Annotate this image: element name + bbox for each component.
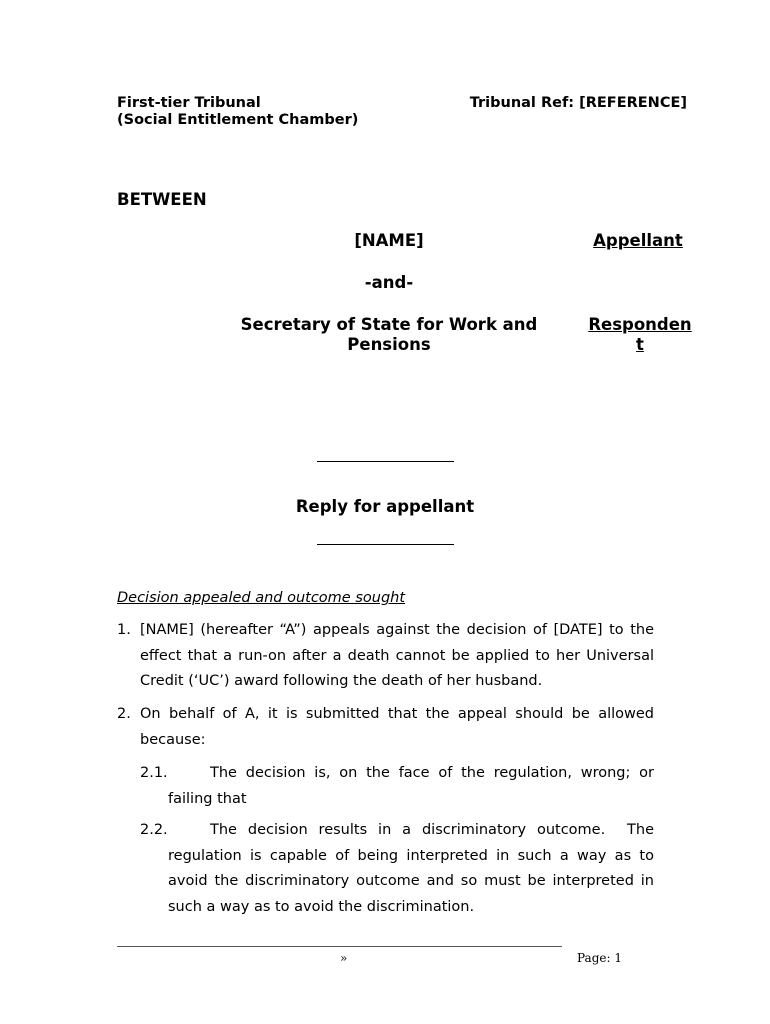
paragraph-text: [NAME] (hereafter “A”) appeals against the decision of [DATE] to the effect that a run-on after a death cannot be applied to her Universal Credit (‘UC’) award following the death of her husband.: [140, 622, 654, 689]
tribunal-reference: Tribunal Ref: [REFERENCE]: [469, 95, 687, 111]
title-rule-top: [317, 461, 454, 462]
document-title: Reply for appellant: [295, 497, 475, 516]
respondent-name: Secretary of State for Work and Pensions: [240, 315, 538, 354]
footer-rule: [117, 946, 562, 947]
subparagraph-text: The decision is, on the face of the regulation, wrong; or failing that: [168, 765, 654, 807]
paragraph-text: On behalf of A, it is submitted that the appeal should be allowed because:: [140, 706, 654, 748]
subparagraph-number: 2.2.: [140, 822, 168, 838]
subparagraph-text: The decision results in a discriminatory outcome. The regulation is capable of being interpreted in such a way as to avoid the discriminatory outcome and so must be interpreted in such a way as to avoid the discrimination.: [168, 822, 659, 915]
between-heading: BETWEEN: [117, 190, 207, 209]
page-number: Page: 1: [577, 951, 622, 965]
appellant-role: Appellant: [593, 231, 683, 250]
paragraph-number: 1.: [117, 622, 131, 638]
paragraph-number: 2.: [117, 706, 131, 722]
respondent-role: Respondent: [588, 315, 692, 354]
appellant-name: [NAME]: [354, 231, 424, 250]
tribunal-name: First-tier Tribunal: [117, 95, 261, 111]
footer-marker: »: [340, 951, 348, 965]
section-heading: Decision appealed and outcome sought: [117, 590, 406, 606]
and-separator: -and-: [364, 273, 414, 292]
subparagraph-number: 2.1.: [140, 765, 168, 781]
title-rule-bottom: [317, 544, 454, 545]
tribunal-chamber: (Social Entitlement Chamber): [117, 112, 359, 128]
